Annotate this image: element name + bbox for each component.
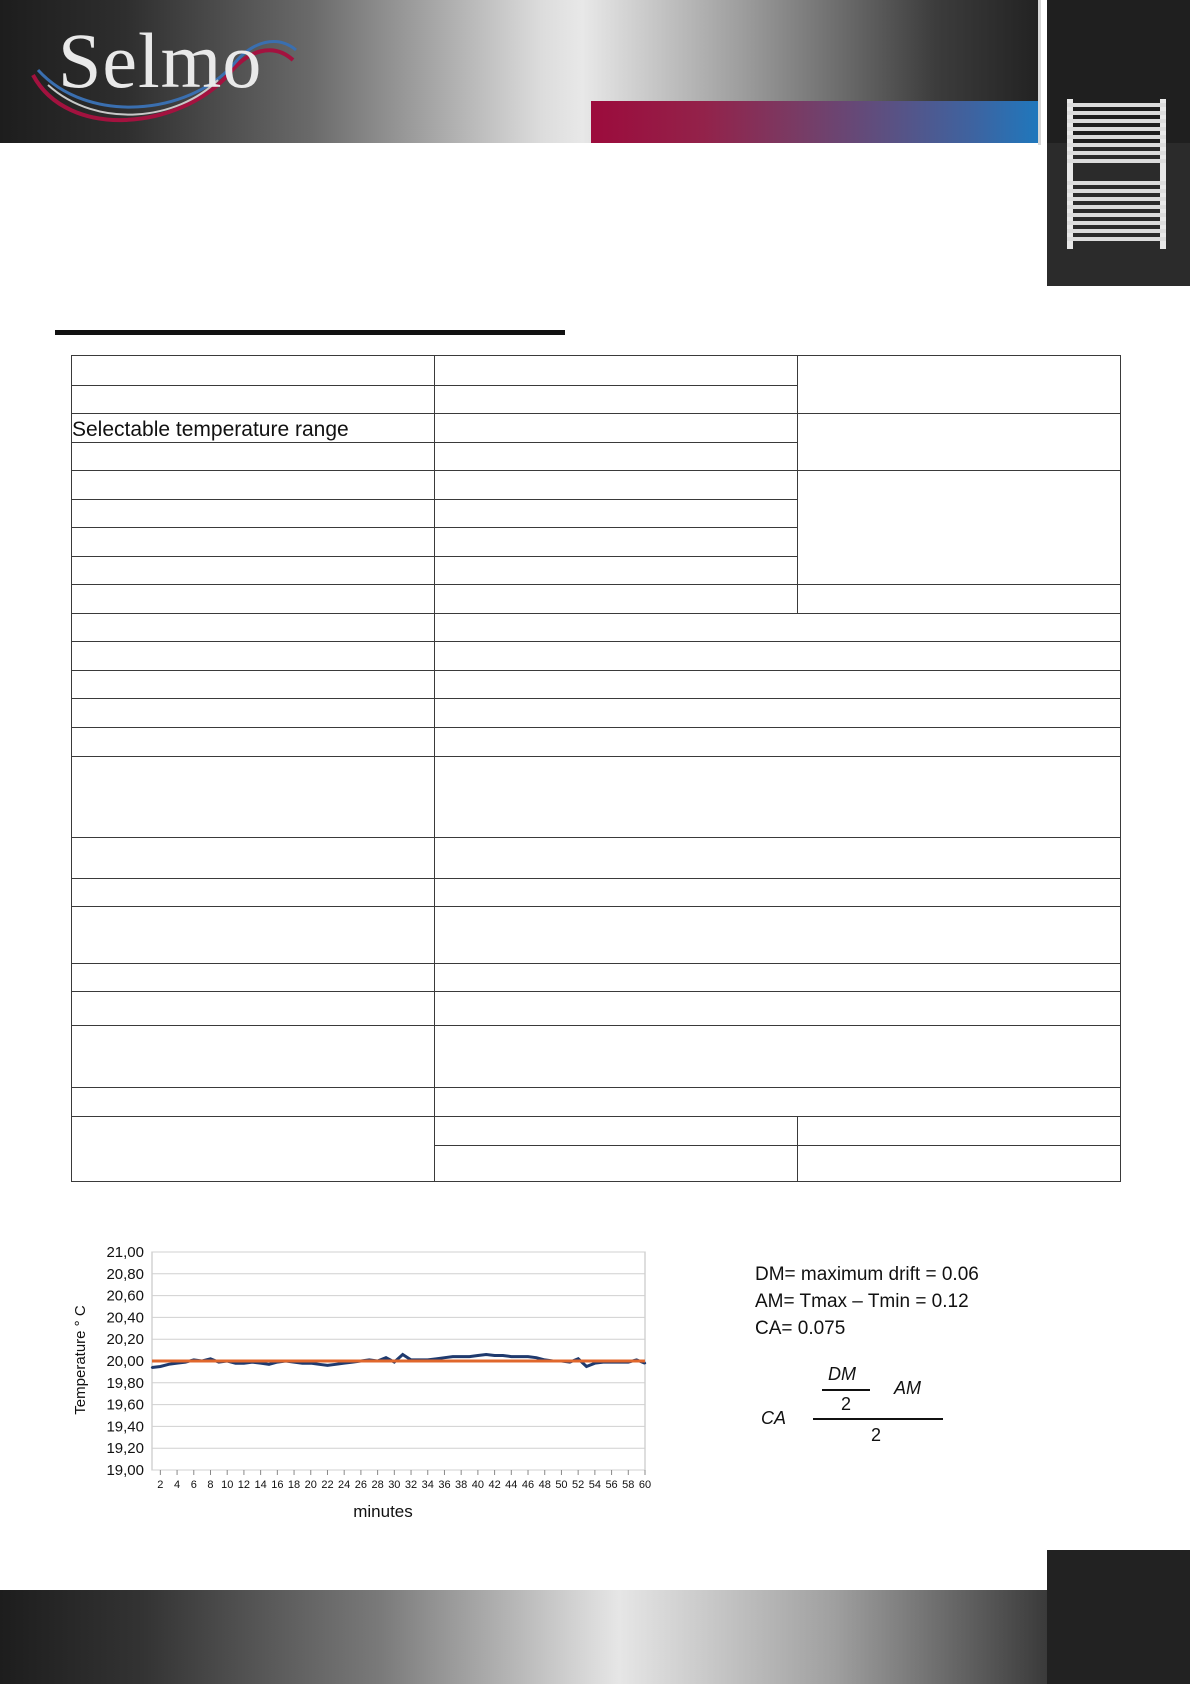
table-cell bbox=[435, 728, 1121, 757]
formula-dm-symbol: DM bbox=[828, 1364, 856, 1384]
table-cell bbox=[72, 500, 435, 528]
chart-x-tick-label: 54 bbox=[588, 1479, 601, 1491]
table-cell bbox=[435, 500, 798, 528]
table-row bbox=[72, 1117, 1121, 1146]
chart-x-tick-label: 20 bbox=[304, 1479, 317, 1491]
chart-y-tick-label: 19,40 bbox=[106, 1418, 144, 1436]
table-cell bbox=[72, 879, 435, 907]
table-cell bbox=[435, 838, 1121, 879]
chart-point bbox=[268, 1363, 270, 1365]
table-row bbox=[72, 964, 1121, 992]
chart-point bbox=[318, 1363, 320, 1365]
chart-x-tick-label: 36 bbox=[438, 1479, 451, 1491]
formula-inner-denominator: 2 bbox=[841, 1394, 852, 1414]
table-row bbox=[72, 585, 1121, 614]
chart-x-tick-label: 18 bbox=[287, 1479, 301, 1491]
chart-y-tick-label: 20,80 bbox=[106, 1265, 144, 1283]
chart-point bbox=[535, 1357, 537, 1359]
chart-x-tick-label: 4 bbox=[174, 1479, 181, 1491]
chart-x-tick-label: 14 bbox=[254, 1479, 267, 1491]
chart-x-tick-label: 44 bbox=[505, 1479, 518, 1491]
table-cell bbox=[435, 1088, 1121, 1117]
chart-x-tick-label: 24 bbox=[338, 1479, 351, 1491]
table-cell bbox=[72, 585, 435, 614]
chart-point bbox=[468, 1355, 470, 1357]
table-cell bbox=[72, 1117, 435, 1182]
table-cell bbox=[435, 356, 798, 386]
chart-x-axis-label: minutes bbox=[353, 1502, 413, 1521]
header-divider bbox=[1038, 0, 1041, 145]
header-accent-bar bbox=[591, 101, 1040, 143]
chart-point bbox=[159, 1365, 161, 1367]
chart-point bbox=[585, 1365, 587, 1367]
table-row bbox=[72, 642, 1121, 671]
table-cell bbox=[72, 471, 435, 500]
logo-text: Selmo bbox=[58, 17, 263, 104]
section-rule bbox=[55, 330, 565, 335]
table-cell bbox=[72, 728, 435, 757]
chart-x-tick-label: 10 bbox=[221, 1479, 234, 1491]
table-cell bbox=[72, 356, 435, 386]
table-cell bbox=[798, 585, 1121, 614]
chart-x-tick-label: 42 bbox=[488, 1479, 501, 1491]
table-row bbox=[72, 1026, 1121, 1088]
table-cell bbox=[72, 992, 435, 1026]
table-cell bbox=[435, 1146, 798, 1182]
chart-y-tick-label: 19,60 bbox=[106, 1396, 144, 1414]
footer-tab bbox=[1047, 1550, 1190, 1684]
table-cell-selectable-temperature-range: Selectable temperature range bbox=[72, 414, 435, 443]
am-definition: AM= Tmax – Tmin = 0.12 bbox=[755, 1291, 969, 1312]
chart-x-tick-label: 22 bbox=[321, 1479, 334, 1491]
chart-point bbox=[443, 1357, 445, 1359]
chart-x-tick-label: 16 bbox=[271, 1479, 284, 1491]
table-cell bbox=[435, 557, 798, 585]
table-cell bbox=[798, 1117, 1121, 1146]
chart-point bbox=[452, 1355, 454, 1357]
chart-point bbox=[477, 1354, 479, 1356]
table-row bbox=[72, 907, 1121, 964]
chart-y-tick-label: 20,40 bbox=[106, 1309, 144, 1327]
chart-y-tick-label: 20,00 bbox=[106, 1353, 144, 1370]
temperature-chart bbox=[60, 1235, 660, 1525]
table-cell bbox=[435, 642, 1121, 671]
chart-x-ticks bbox=[157, 1470, 651, 1491]
chart-x-tick-label: 30 bbox=[388, 1479, 401, 1491]
chart-x-tick-label: 48 bbox=[538, 1479, 551, 1491]
formula-am-symbol: AM bbox=[894, 1378, 921, 1398]
ca-value: CA= 0.075 bbox=[755, 1318, 846, 1339]
table-cell bbox=[72, 557, 435, 585]
table-row bbox=[72, 728, 1121, 757]
towel-radiator-icon bbox=[1065, 95, 1170, 255]
chart-point bbox=[326, 1364, 328, 1366]
table-cell bbox=[72, 1088, 435, 1117]
table-row bbox=[72, 879, 1121, 907]
chart-series bbox=[151, 1353, 646, 1368]
table-cell bbox=[435, 907, 1121, 964]
table-cell bbox=[72, 907, 435, 964]
chart-x-tick-label: 58 bbox=[622, 1479, 635, 1491]
table-cell bbox=[435, 528, 798, 557]
chart-x-tick-label: 50 bbox=[555, 1479, 568, 1491]
chart-x-tick-label: 26 bbox=[354, 1479, 368, 1491]
table-cell bbox=[72, 671, 435, 699]
table-cell bbox=[435, 386, 798, 414]
table-cell bbox=[435, 757, 1121, 838]
table-row bbox=[72, 614, 1121, 642]
table-cell bbox=[435, 699, 1121, 728]
chart-point bbox=[168, 1363, 170, 1365]
table-cell bbox=[798, 414, 1121, 471]
table-row bbox=[72, 757, 1121, 838]
table-row bbox=[72, 838, 1121, 879]
chart-x-tick-label: 56 bbox=[605, 1479, 618, 1491]
chart-y-axis-label: Temperature ° C bbox=[72, 1305, 89, 1415]
table-cell bbox=[435, 992, 1121, 1026]
chart-x-tick-label: 32 bbox=[404, 1479, 418, 1491]
footer-banner bbox=[0, 1590, 1190, 1684]
formula-outer-denominator: 2 bbox=[871, 1425, 882, 1445]
chart-x-tick-label: 60 bbox=[638, 1479, 652, 1491]
chart-point bbox=[518, 1355, 520, 1357]
table-row bbox=[72, 471, 1121, 500]
chart-y-tick-label: 20,60 bbox=[106, 1287, 144, 1305]
dm-definition: DM= maximum drift = 0.06 bbox=[755, 1264, 979, 1285]
chart-x-tick-label: 2 bbox=[157, 1479, 164, 1491]
table-cell bbox=[435, 471, 798, 500]
table-cell bbox=[72, 642, 435, 671]
table-cell bbox=[435, 585, 798, 614]
table-row bbox=[72, 1088, 1121, 1117]
table-row bbox=[72, 414, 1121, 443]
table-cell bbox=[72, 964, 435, 992]
chart-x-tick-label: 38 bbox=[455, 1479, 468, 1491]
table-cell bbox=[435, 879, 1121, 907]
chart-x-tick-label: 40 bbox=[471, 1479, 485, 1491]
table-cell bbox=[435, 614, 1121, 642]
table-cell bbox=[435, 443, 798, 471]
chart-y-tick-label: 21,00 bbox=[106, 1244, 144, 1261]
chart-y-tick-label: 19,20 bbox=[106, 1440, 144, 1458]
chart-point bbox=[493, 1354, 495, 1356]
table-row bbox=[72, 699, 1121, 728]
chart-point bbox=[502, 1354, 504, 1356]
chart-y-ticks bbox=[106, 1244, 144, 1479]
table-cell bbox=[72, 386, 435, 414]
chart-point bbox=[460, 1355, 462, 1357]
table-cell bbox=[435, 671, 1121, 699]
table-cell bbox=[435, 964, 1121, 992]
chart-x-tick-label: 34 bbox=[421, 1479, 434, 1491]
table-cell bbox=[435, 1026, 1121, 1088]
table-cell bbox=[798, 471, 1121, 585]
chart-x-tick-label: 28 bbox=[371, 1479, 384, 1491]
chart-point bbox=[385, 1357, 387, 1359]
chart-point bbox=[151, 1366, 153, 1368]
chart-point bbox=[335, 1363, 337, 1365]
formula-inner-fraction-bar bbox=[822, 1389, 870, 1391]
table-row bbox=[72, 671, 1121, 699]
table-cell bbox=[435, 1117, 798, 1146]
formula-outer-fraction-bar bbox=[813, 1418, 943, 1420]
chart-x-tick-label: 12 bbox=[237, 1479, 251, 1491]
chart-point bbox=[401, 1353, 403, 1355]
table-cell bbox=[72, 699, 435, 728]
chart-x-tick-label: 52 bbox=[572, 1479, 585, 1491]
table-cell bbox=[72, 614, 435, 642]
chart-y-tick-label: 19,00 bbox=[106, 1462, 144, 1479]
chart-y-tick-label: 20,20 bbox=[106, 1331, 144, 1349]
chart-x-tick-label: 6 bbox=[190, 1479, 197, 1491]
table-cell bbox=[435, 414, 798, 443]
table-cell bbox=[798, 356, 1121, 414]
formula-ca-symbol: CA bbox=[761, 1408, 787, 1428]
table-cell bbox=[72, 528, 435, 557]
chart-x-tick-label: 8 bbox=[207, 1479, 214, 1491]
chart-point bbox=[510, 1355, 512, 1357]
chart-point bbox=[527, 1355, 529, 1357]
table-cell bbox=[72, 757, 435, 838]
table-row bbox=[72, 356, 1121, 386]
table-cell bbox=[72, 838, 435, 879]
chart-x-tick-label: 46 bbox=[521, 1479, 535, 1491]
chart-point bbox=[485, 1353, 487, 1355]
table-cell bbox=[72, 1026, 435, 1088]
chart-y-tick-label: 19,80 bbox=[106, 1374, 144, 1392]
spec-table bbox=[71, 355, 1121, 1182]
table-row bbox=[72, 992, 1121, 1026]
table-cell bbox=[72, 443, 435, 471]
table-cell bbox=[798, 1146, 1121, 1182]
